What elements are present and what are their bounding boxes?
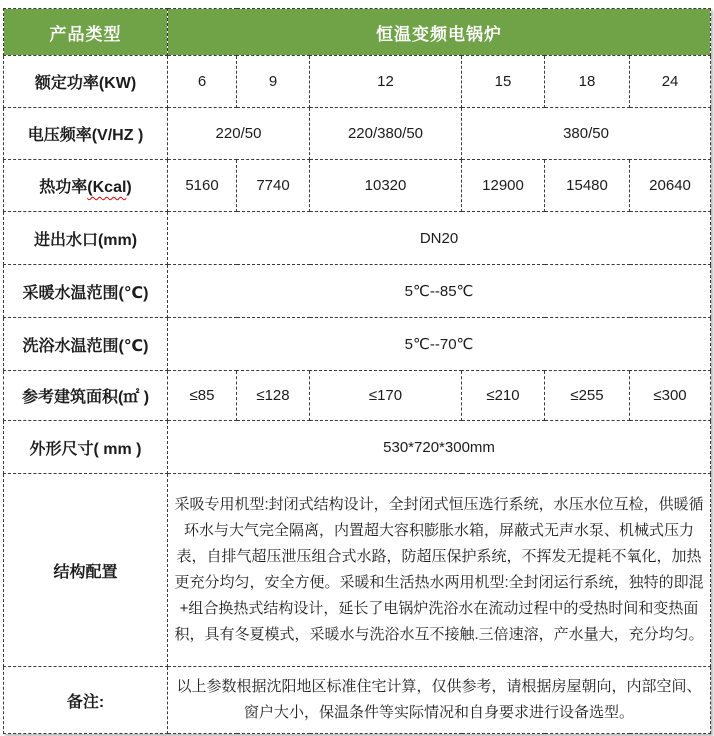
heating-range-label: 采暖水温范围(℃) <box>4 265 168 318</box>
heat-power-value: 20640 <box>630 160 711 212</box>
heating-range-value: 5℃--85℃ <box>168 265 711 318</box>
dimensions-label: 外形尺寸( mm ) <box>4 421 168 474</box>
bath-range-label: 洗浴水温范围(℃) <box>4 318 168 371</box>
rated-power-value: 9 <box>237 56 310 108</box>
notes-text: 以上参数根据沈阳地区标准住宅计算，仅供参考，请根据房屋朝向，内部空间、窗户大小，保温条件等实际情况和自身要求进行设备选型。 <box>168 667 711 734</box>
heat-power-value: 15480 <box>545 160 630 212</box>
spec-sheet <box>3 8 711 734</box>
rated-power-value: 24 <box>630 56 711 108</box>
structure-description: 采吸专用机型:封闭式结构设计，全封闭式恒压选行系统，水压水位互检，供暖循环水与大气完全隔离，内置超大容积膨胀水箱，屏蔽式无声水泵、机械式压力表，自排气超压泄压组合式水路，防超压保护系统，不挥发无提耗不氧化，加热更充分均匀，安全方便。采暖和生活热水两用机型:全封闭运行系统，独特的即混+组合换热式结构设计，延长了电锅炉洗浴水在流动过程中的受热时间和变热面积，具有冬夏模式，采暖水与洗浴水互不接触.三倍速溶，产水量大，充分均匀。 <box>168 474 711 667</box>
area-value: ≤210 <box>462 371 545 421</box>
dimensions-row <box>4 421 711 474</box>
product-type-header: 产品类型 <box>4 9 168 56</box>
rated-power-value: 15 <box>462 56 545 108</box>
rated-power-value: 6 <box>168 56 237 108</box>
notes-row <box>4 667 711 734</box>
bath-range-row <box>4 318 711 371</box>
header-row <box>4 9 711 56</box>
area-value: ≤85 <box>168 371 237 421</box>
voltage-value: 220/380/50 <box>310 108 462 160</box>
heat-power-value: 12900 <box>462 160 545 212</box>
heat-power-value: 10320 <box>310 160 462 212</box>
rated-power-row <box>4 56 711 108</box>
voltage-value: 380/50 <box>462 108 711 160</box>
bath-range-value: 5℃--70℃ <box>168 318 711 371</box>
area-value: ≤128 <box>237 371 310 421</box>
voltage-row <box>4 108 711 160</box>
dimensions-value: 530*720*300mm <box>168 421 711 474</box>
heat-power-value: 7740 <box>237 160 310 212</box>
rated-power-value: 12 <box>310 56 462 108</box>
voltage-label: 电压频率(V/HZ ) <box>4 108 168 160</box>
heating-range-row <box>4 265 711 318</box>
area-row <box>4 371 711 421</box>
product-spec-table <box>3 8 711 734</box>
heat-power-row <box>4 160 711 212</box>
area-label: 参考建筑面积(㎡ ) <box>4 371 168 421</box>
water-port-row <box>4 212 711 265</box>
heat-power-label <box>4 160 168 212</box>
heat-power-label-suffix: ) <box>126 179 132 196</box>
voltage-value: 220/50 <box>168 108 310 160</box>
notes-label: 备注: <box>4 667 168 734</box>
structure-row <box>4 474 711 667</box>
product-name-header: 恒温变频电锅炉 <box>168 9 711 56</box>
kcal-wavy-underline: (Kcal <box>87 179 127 196</box>
rated-power-label: 额定功率(KW) <box>4 56 168 108</box>
rated-power-value: 18 <box>545 56 630 108</box>
heat-power-label-text: 热功率 <box>39 179 88 196</box>
area-value: ≤255 <box>545 371 630 421</box>
area-value: ≤300 <box>630 371 711 421</box>
structure-label: 结构配置 <box>4 474 168 667</box>
area-value: ≤170 <box>310 371 462 421</box>
water-port-value: DN20 <box>168 212 711 265</box>
water-port-label: 进出水口(mm) <box>4 212 168 265</box>
heat-power-value: 5160 <box>168 160 237 212</box>
